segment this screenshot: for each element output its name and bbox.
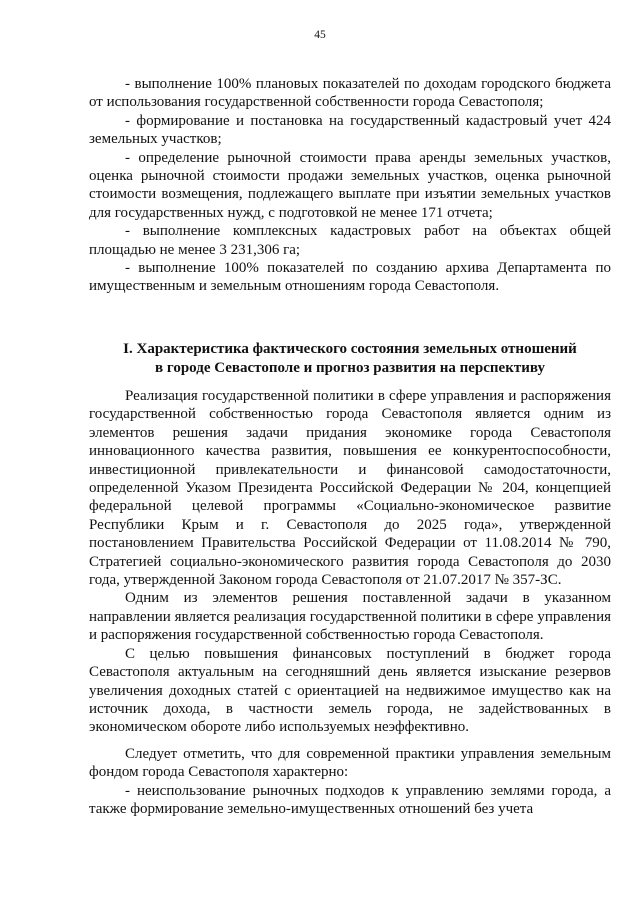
list-item: - формирование и постановка на государственный кадастровый учет 424 земельных участков; [89,112,611,148]
page-number: 45 [314,29,326,41]
list-item: - выполнение комплексных кадастровых работ на объектах общей площадью не менее 3 231,306 га; [89,223,611,258]
section-body [89,387,611,818]
list-item: - неиспользование рыночных подходов к управлению землями города, а также формирование земельно-имущественных отношений без учета [89,782,611,817]
body-paragraph: Следует отметить, что для современной практики управления земельным фондом города Севастополя характерно: [89,745,611,781]
list-item: - выполнение 100% показателей по созданию архива Департамента по имущественным и земельным отношениям города Севастополя. [89,260,611,295]
task-list [89,75,611,296]
list-item: - определение рыночной стоимости права аренды земельных участков, оценка рыночной стоимости продажи земельных участков, оценка рыночной стоимости возмещения, подлежащего выплате при изъятии земельных участков для государственных нужд, с подготовкой не менее 171 отчета; [89,149,611,221]
section-heading-line: I. Характеристика фактического состояния земельных отношений [123,341,577,357]
section-heading [89,340,611,377]
list-item: - выполнение 100% плановых показателей по доходам городского бюджета от использования государственной собственности города Севастополя; [89,76,611,111]
body-paragraph: С целью повышения финансовых поступлений в бюджет города Севастополя актуальным на сегодняшний день является изыскание резервов увеличения доходных статей с ориентацией на недвижимое имущество как на источник дохода, в частности земель города, не задействованных в экономическом обороте либо используемых неэффективно. [89,645,611,736]
section-heading-line: в городе Севастополе и прогноз развития на перспективу [155,359,545,376]
body-paragraph: Реализация государственной политики в сфере управления и распоряжения государственной собственностью города Севастополя является одним из элементов решения задачи придания экономике города Севастополя инновационного качества развития, повышения ее конкурентоспособности, инвестиционной привлекательности и финансовой самодостаточности, определенной Указом Президента Российской Федерации № 204, концепцией федеральной целевой программы «Социально-экономическое развитие Республики Крым и г. Севастополя до 2025 года», утвержденной постановлением Правительства Российской Федерации от 11.08.2014 № 790, Стратегией социально-экономического развития города Севастополя до 2030 года, утвержденной Законом города Севастополя от 21.07.2017 № 357-ЗС. [89,388,611,589]
body-paragraph: Одним из элементов решения поставленной задачи в указанном направлении является реализация государственной политики в сфере управления и распоряжения государственной собственностью города Севастополя. [89,590,611,644]
